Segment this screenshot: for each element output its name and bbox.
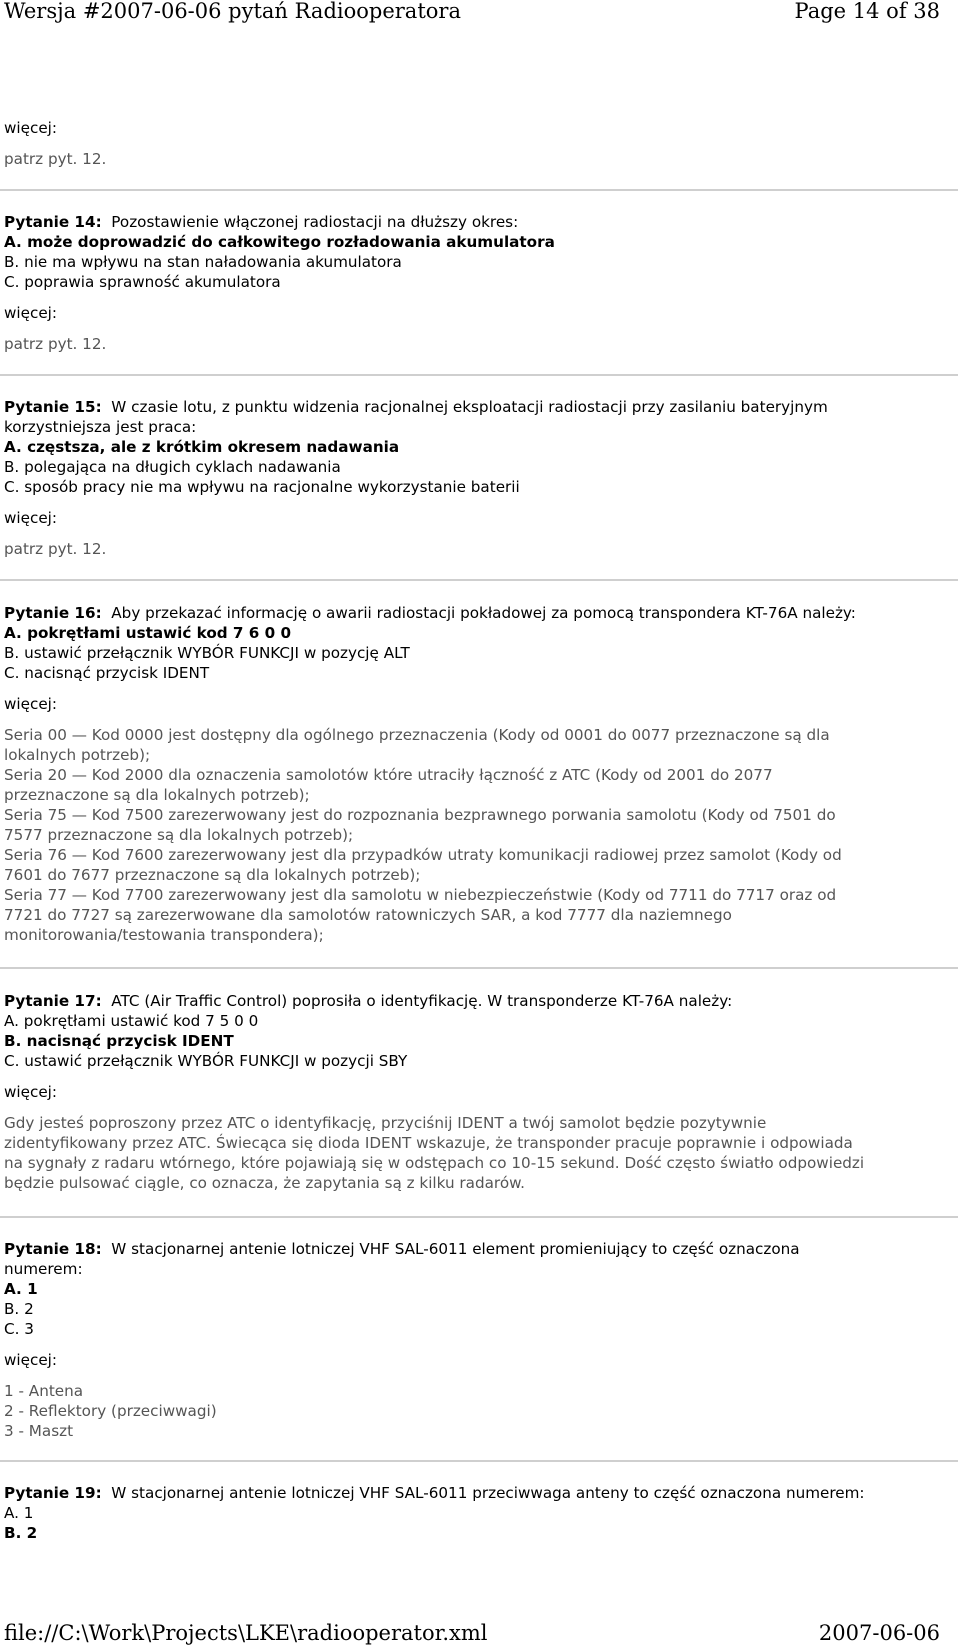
more-label: więcej:: [4, 695, 58, 713]
more-line: 7577 przeznaczone są dla lokalnych potrzeb);: [4, 826, 354, 844]
answer-c: C. sposób pracy nie ma wpływu na racjonalne wykorzystanie baterii: [4, 478, 520, 496]
question-14: [0, 212, 950, 354]
answer-a: A. może doprowadzić do całkowitego rozładowania akumulatora: [4, 233, 555, 251]
more-line: Gdy jesteś poproszony przez ATC o identyfikację, przyciśnij IDENT a twój samolot będzie pozytywnie: [4, 1114, 767, 1132]
more-text: patrz pyt. 12.: [4, 540, 107, 558]
question-17: [0, 991, 950, 1193]
more-line: 2 - Reflektory (przeciwwagi): [4, 1402, 217, 1420]
more-line: 7601 do 7677 przeznaczone są dla lokalnych potrzeb);: [4, 866, 421, 884]
more-line: Seria 20 — Kod 2000 dla oznaczenia samolotów które utraciły łączność z ATC (Kody od 2001 do 2077: [4, 766, 773, 784]
answer-a: A. częstsza, ale z krótkim okresem nadawania: [4, 438, 400, 456]
divider: [0, 374, 958, 376]
more-line: Seria 77 — Kod 7700 zarezerwowany jest dla samolotu w niebezpieczeństwie (Kody od 7711 do 7717 oraz od: [4, 886, 837, 904]
answer-c: C. poprawia sprawność akumulatora: [4, 273, 281, 291]
more-label: więcej:: [4, 304, 58, 322]
answer-a: A. 1: [4, 1504, 34, 1522]
answer-b: B. nacisnąć przycisk IDENT: [4, 1032, 234, 1050]
answer-c: C. ustawić przełącznik WYBÓR FUNKCJI w pozycji SBY: [4, 1052, 408, 1070]
question-label: Pytanie 14:: [4, 213, 102, 231]
answer-c: C. nacisnąć przycisk IDENT: [4, 664, 210, 682]
question-text-cont: numerem:: [4, 1260, 83, 1278]
question-text: ATC (Air Traffic Control) poprosiła o identyfikację. W transponderze KT-76A należy:: [111, 992, 733, 1010]
prev-question-tail: [0, 118, 950, 169]
question-label: Pytanie 15:: [4, 398, 102, 416]
question-19: [0, 1483, 950, 1543]
answer-a: A. 1: [4, 1280, 38, 1298]
question-label: Pytanie 19:: [4, 1484, 102, 1502]
more-line: monitorowania/testowania transpondera);: [4, 926, 324, 944]
more-label: więcej:: [4, 1351, 58, 1369]
answer-b: B. 2: [4, 1300, 34, 1318]
more-line: na sygnały z radaru wtórnego, które pojawiają się w odstępach co 10-15 sekund. Dość często światło odpowiedzi: [4, 1154, 865, 1172]
more-line: będzie pulsować ciągle, co oznacza, że zapytania są z kilku radarów.: [4, 1174, 525, 1192]
question-18: [0, 1239, 950, 1441]
question-text-cont: korzystniejsza jest praca:: [4, 418, 197, 436]
question-text: W stacjonarnej antenie lotniczej VHF SAL-6011 przeciwwaga anteny to część oznaczona numerem:: [111, 1484, 865, 1502]
page-footer-path: file://C:\Work\Projects\LKE\radiooperator.xml: [4, 1621, 488, 1645]
page-header-number: Page 14 of 38: [794, 0, 940, 23]
answer-c: C. 3: [4, 1320, 34, 1338]
more-text-block: [0, 1381, 950, 1441]
more-line: Seria 75 — Kod 7500 zarezerwowany jest do rozpoznania bezprawnego porwania samolotu (Kody od 7501 do: [4, 806, 836, 824]
divider: [0, 1460, 958, 1462]
divider: [0, 967, 958, 969]
more-line: Seria 00 — Kod 0000 jest dostępny dla ogólnego przeznaczenia (Kody od 0001 do 0077 przeznaczone są dla: [4, 726, 830, 744]
question-15: [0, 397, 950, 559]
more-line: lokalnych potrzeb);: [4, 746, 151, 764]
page-footer-date: 2007-06-06: [818, 1621, 940, 1645]
more-line: zidentyfikowany przez ATC. Świecąca się dioda IDENT wskazuje, że transponder pracuje poprawnie i odpowiada: [4, 1134, 853, 1152]
answer-b: B. polegająca na długich cyklach nadawania: [4, 458, 341, 476]
more-line: Seria 76 — Kod 7600 zarezerwowany jest dla przypadków utraty komunikacji radiowej przez samolot (Kody od: [4, 846, 842, 864]
divider: [0, 1216, 958, 1218]
more-label: więcej:: [4, 119, 58, 137]
more-text: patrz pyt. 12.: [4, 335, 107, 353]
answer-b: B. nie ma wpływu na stan naładowania akumulatora: [4, 253, 402, 271]
question-text: W stacjonarnej antenie lotniczej VHF SAL-6011 element promieniujący to część oznaczona: [111, 1240, 800, 1258]
more-line: 3 - Maszt: [4, 1422, 74, 1440]
more-line: 1 - Antena: [4, 1382, 84, 1400]
more-text-block: [0, 725, 950, 945]
question-16: [0, 603, 950, 945]
question-text: Pozostawienie włączonej radiostacji na dłuższy okres:: [111, 213, 519, 231]
more-label: więcej:: [4, 509, 58, 527]
question-label: Pytanie 17:: [4, 992, 102, 1010]
question-label: Pytanie 16:: [4, 604, 102, 622]
more-line: 7721 do 7727 są zarezerwowane dla samolotów ratowniczych SAR, a kod 7777 dla naziemnego: [4, 906, 732, 924]
divider: [0, 189, 958, 191]
question-text: Aby przekazać informację o awarii radiostacji pokładowej za pomocą transpondera KT-76A należy:: [111, 604, 856, 622]
answer-b: B. ustawić przełącznik WYBÓR FUNKCJI w pozycję ALT: [4, 644, 410, 662]
divider: [0, 579, 958, 581]
more-text: patrz pyt. 12.: [4, 150, 107, 168]
answer-a: A. pokrętłami ustawić kod 7 5 0 0: [4, 1012, 259, 1030]
question-label: Pytanie 18:: [4, 1240, 102, 1258]
answer-a: A. pokrętłami ustawić kod 7 6 0 0: [4, 624, 292, 642]
more-line: przeznaczone są dla lokalnych potrzeb);: [4, 786, 310, 804]
page-header-title: Wersja #2007-06-06 pytań Radiooperatora: [4, 0, 461, 23]
more-label: więcej:: [4, 1083, 58, 1101]
answer-b: B. 2: [4, 1524, 38, 1542]
more-text-block: [0, 1113, 950, 1193]
question-text: W czasie lotu, z punktu widzenia racjonalnej eksploatacji radiostacji przy zasilaniu bateryjnym: [111, 398, 828, 416]
